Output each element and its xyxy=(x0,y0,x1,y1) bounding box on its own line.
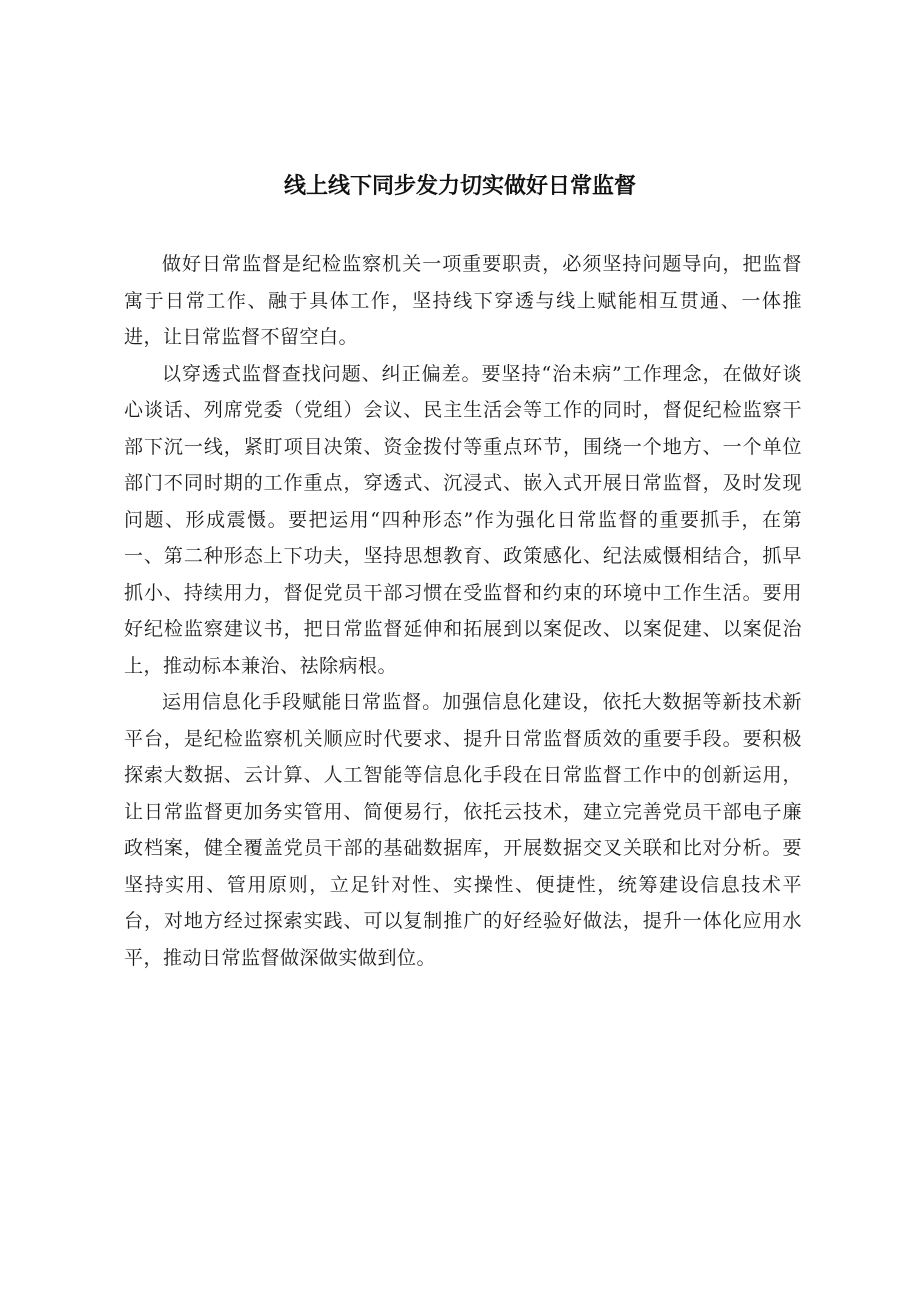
paragraph-penetrating-supervision: 以穿透式监督查找问题、纠正偏差。要坚持“治未病”工作理念，在做好谈心谈话、列席党委（党组）会议、民主生活会等工作的同时，督促纪检监察干部下沉一线，紧盯项目决策、资金拨付等重点环节，围绕一个地方、一个单位部门不同时期的工作重点，穿透式、沉浸式、嵌入式开展日常监督，及时发现问题、形成震慑。要把运用“四种形态”作为强化日常监督的重要抓手，在第一、第二种形态上下功夫，坚持思想教育、政策感化、纪法威慑相结合，抓早抓小、持续用力，督促党员干部习惯在受监督和约束的环境中工作生活。要用好纪检监察建议书，把日常监督延伸和拓展到以案促改、以案促建、以案促治上，推动标本兼治、祛除病根。 xyxy=(124,362,802,677)
paragraph-informatization: 运用信息化手段赋能日常监督。加强信息化建设，依托大数据等新技术新平台，是纪检监察机关顺应时代要求、提升日常监督质效的重要手段。要积极探索大数据、云计算、人工智能等信息化手段在日常监督工作中的创新运用，让日常监督更加务实管用、简便易行，依托云技术，建立完善党员干部电子廉政档案，健全覆盖党员干部的基础数据库，开展数据交叉关联和比对分析。要坚持实用、管用原则，立足针对性、实操性、便捷性，统筹建设信息技术平台，对地方经过探索实践、可以复制推广的好经验好做法，提升一体化应用水平，推动日常监督做深做实做到位。 xyxy=(124,691,802,969)
paragraph-intro: 做好日常监督是纪检监察机关一项重要职责，必须坚持问题导向，把监督寓于日常工作、融于具体工作，坚持线下穿透与线上赋能相互贯通、一体推进，让日常监督不留空白。 xyxy=(124,253,802,348)
document-title: 线上线下同步发力切实做好日常监督 xyxy=(283,174,636,199)
document-body xyxy=(124,246,802,976)
